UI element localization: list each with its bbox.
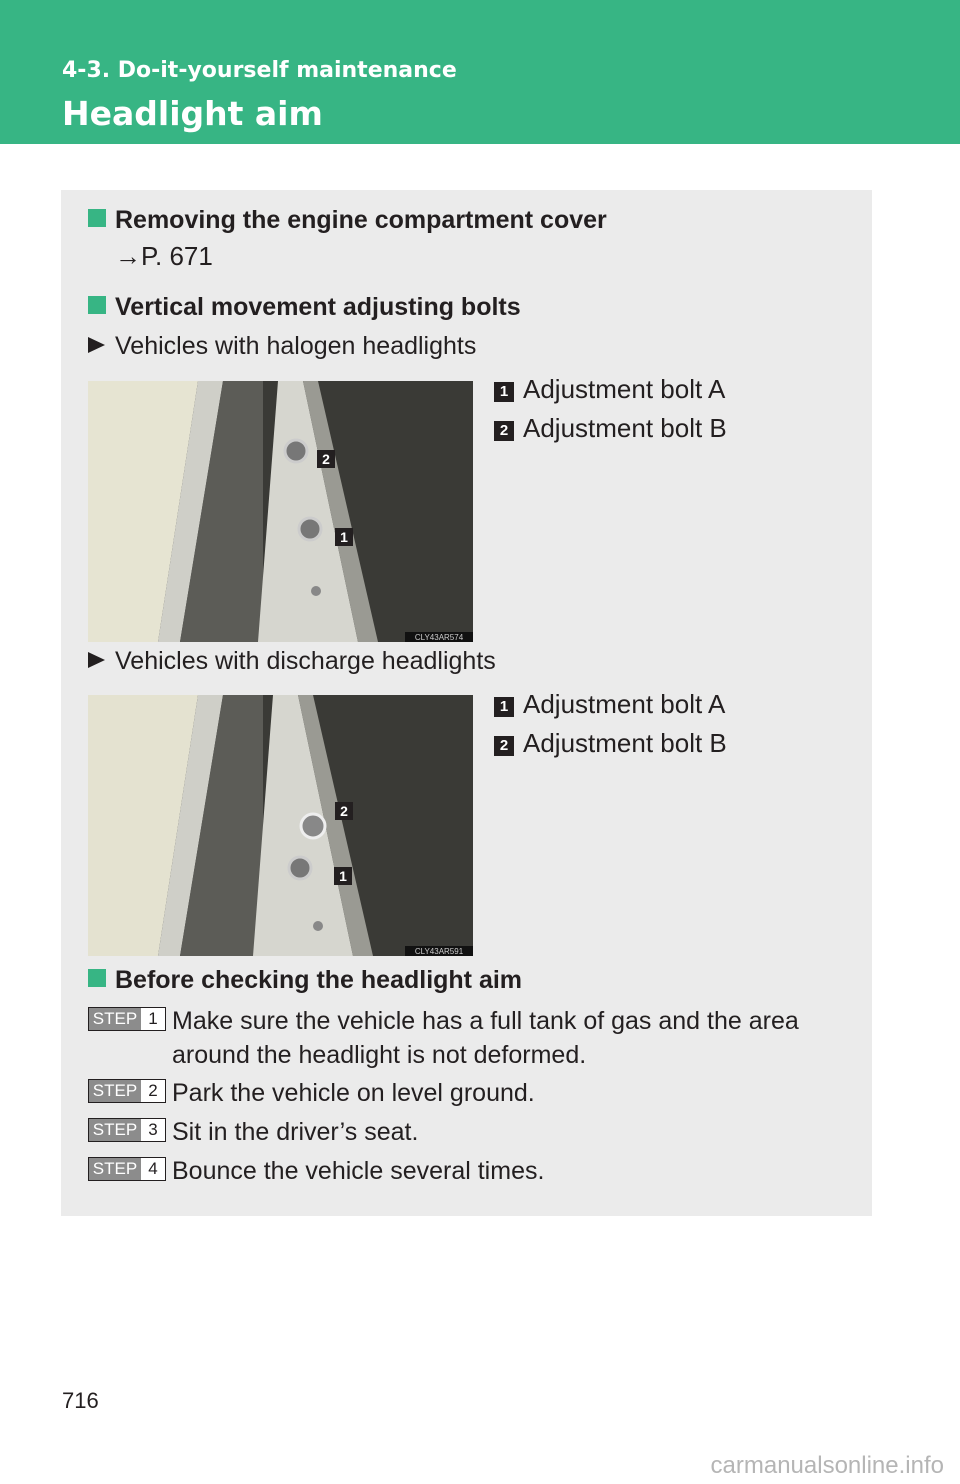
step-number: 3 (141, 1119, 165, 1141)
green-square-icon (88, 296, 106, 314)
heading-adjusting-bolts (88, 293, 521, 322)
legend-bolt-a (494, 374, 725, 405)
step-text: Bounce the vehicle several times. (172, 1157, 545, 1185)
subheading-text: Vehicles with halogen headlights (115, 332, 477, 360)
step-badge (88, 1007, 166, 1031)
heading-engine-cover (88, 206, 607, 235)
page-number: 716 (62, 1388, 99, 1413)
step-number: 4 (141, 1158, 165, 1180)
step-1 (88, 1004, 848, 1074)
heading-text: Removing the engine compartment cover (115, 206, 607, 234)
step-badge (88, 1157, 166, 1181)
step-word: STEP (89, 1008, 141, 1030)
photo-code: CLY43AR574 (414, 633, 464, 642)
discharge-headlight-photo (88, 695, 473, 956)
green-square-icon (88, 969, 106, 987)
step-text: Sit in the driver’s seat. (172, 1118, 419, 1146)
svg-text:1: 1 (340, 529, 348, 545)
subheading-halogen (88, 332, 476, 361)
heading-text: Before checking the headlight aim (115, 966, 523, 994)
step-word: STEP (89, 1119, 141, 1141)
step-text: Park the vehicle on level ground. (172, 1079, 535, 1107)
callout-number: 2 (494, 736, 514, 756)
watermark: carmanualsonline.info (710, 1452, 944, 1479)
page-reference-link[interactable]: →P. 671 (115, 241, 213, 271)
legend-text: Adjustment bolt A (523, 689, 726, 719)
step-4 (88, 1154, 848, 1190)
header-band (0, 0, 960, 144)
headlight-illustration (88, 695, 473, 956)
callout-number: 2 (494, 421, 514, 441)
legend-bolt-a (494, 689, 725, 720)
subheading-text: Vehicles with discharge headlights (115, 647, 496, 675)
legend-text: Adjustment bolt A (523, 374, 726, 404)
step-badge (88, 1079, 166, 1103)
step-badge (88, 1118, 166, 1142)
step-number: 2 (141, 1080, 165, 1102)
step-text: Make sure the vehicle has a full tank of gas and the area around the headlight is not deformed. (172, 1007, 799, 1069)
legend-text: Adjustment bolt B (523, 728, 727, 758)
legend-text: Adjustment bolt B (523, 413, 727, 443)
step-number: 1 (141, 1008, 165, 1030)
step-2 (88, 1076, 848, 1112)
legend-bolt-b (494, 413, 727, 444)
headlight-illustration (88, 381, 473, 642)
halogen-headlight-photo (88, 381, 473, 642)
green-square-icon (88, 209, 106, 227)
callout-number: 1 (494, 697, 514, 717)
legend-bolt-b (494, 728, 727, 759)
photo-code: CLY43AR591 (414, 947, 464, 956)
svg-text:1: 1 (339, 868, 347, 884)
step-word: STEP (89, 1080, 141, 1102)
heading-text: Vertical movement adjusting bolts (115, 293, 521, 321)
heading-before-checking (88, 966, 522, 995)
subheading-discharge (88, 647, 496, 676)
page-title: Headlight aim (62, 94, 323, 133)
svg-text:2: 2 (340, 803, 348, 819)
triangle-bullet-icon (88, 652, 105, 668)
triangle-bullet-icon (88, 337, 105, 353)
callout-number: 1 (494, 382, 514, 402)
step-3 (88, 1115, 848, 1151)
step-word: STEP (89, 1158, 141, 1180)
section-label: 4-3. Do-it-yourself maintenance (62, 58, 457, 83)
svg-text:2: 2 (322, 451, 330, 467)
